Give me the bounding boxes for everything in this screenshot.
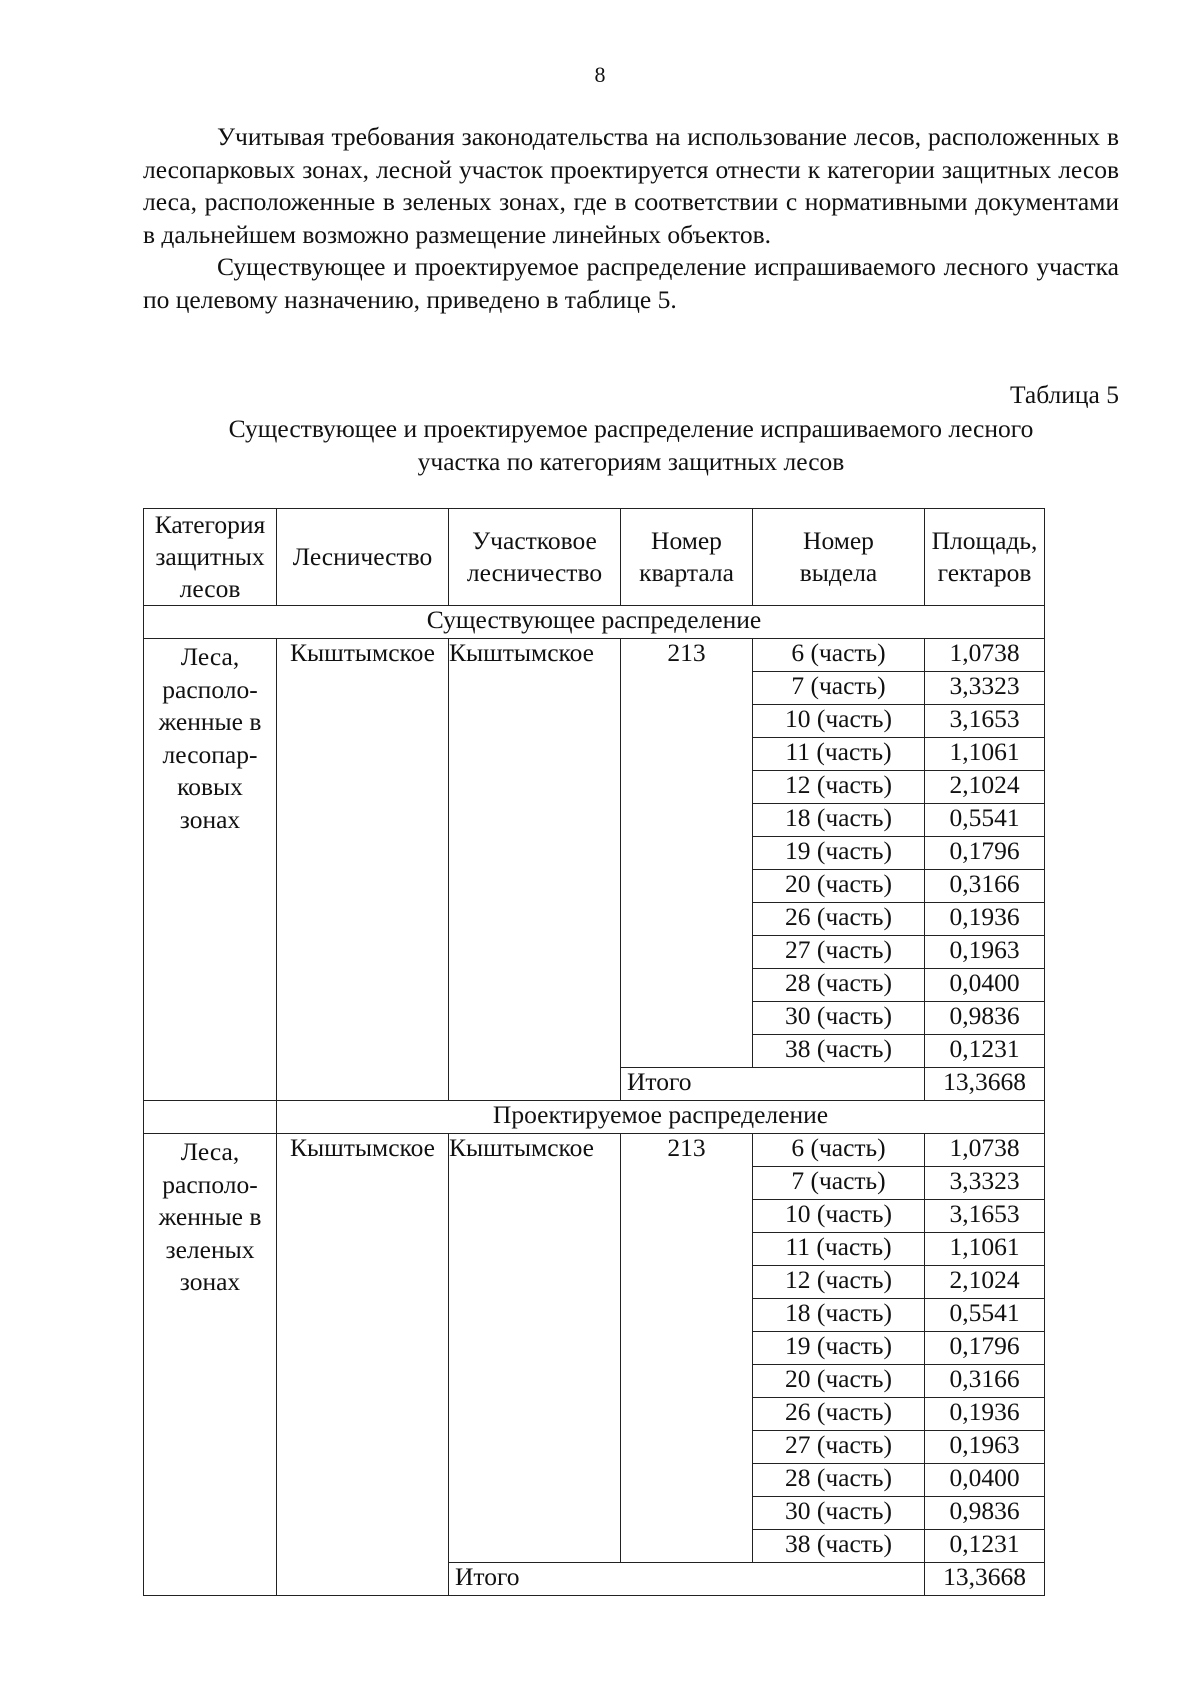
header-cell (621, 509, 753, 606)
category-cell (144, 639, 277, 1101)
header-cell (449, 509, 621, 606)
header-cell-line: Лесничество (292, 542, 433, 571)
plot-cell: 20 (часть) (753, 1365, 925, 1398)
table-caption-line-1: Существующее и проектируемое распределение испрашиваемого лесного (228, 414, 1034, 443)
area-cell: 3,1653 (925, 1200, 1045, 1233)
plot-cell: 30 (часть) (753, 1497, 925, 1530)
area-cell: 1,0738 (925, 1134, 1045, 1167)
plot-cell: 18 (часть) (753, 1299, 925, 1332)
plot-cell: 19 (часть) (753, 1332, 925, 1365)
plot-cell: 12 (часть) (753, 771, 925, 804)
header-cell (144, 509, 277, 606)
category-cell-line: женные в (158, 1202, 262, 1231)
header-cell-line: лесов (179, 574, 241, 603)
category-cell-line: Леса, (180, 642, 240, 671)
header-cell (753, 509, 925, 606)
plot-cell: 6 (часть) (753, 639, 925, 672)
category-cell-line: зонах (179, 804, 241, 834)
plot-cell: 26 (часть) (753, 903, 925, 936)
header-cell-line: квартала (639, 558, 734, 587)
plot-cell: 7 (часть) (753, 1167, 925, 1200)
plot-cell: 27 (часть) (753, 936, 925, 969)
plot-cell: 28 (часть) (753, 969, 925, 1002)
district-forestry-cell: Кыштымское (449, 639, 621, 1101)
area-cell: 2,1024 (925, 771, 1045, 804)
paragraph-1: Учитывая требования законодательства на использование лесов, расположенных в лесопарковых зонах, лесной участок проектируется отнести к категории защитных лесов леса, расположенные в зеленых зонах, где в соответствии с нормативными документами в дальнейшем возможно размещение линейных объектов. (143, 122, 1119, 249)
total-label: Итого (621, 1068, 925, 1101)
header-cell-line: Номер (651, 526, 722, 555)
header-cell-line: выдела (799, 558, 878, 587)
category-cell-line: женные в (158, 707, 262, 736)
quarter-cell: 213 (621, 639, 753, 1068)
header-cell-line: защитных (155, 542, 265, 571)
area-cell: 1,1061 (925, 1233, 1045, 1266)
area-cell: 0,1936 (925, 1398, 1045, 1431)
area-cell: 0,5541 (925, 804, 1045, 837)
plot-cell: 26 (часть) (753, 1398, 925, 1431)
area-cell: 3,1653 (925, 705, 1045, 738)
header-cell-line: гектаров (937, 558, 1032, 587)
plot-cell: 11 (часть) (753, 1233, 925, 1266)
plot-cell: 12 (часть) (753, 1266, 925, 1299)
table-caption (143, 412, 1119, 478)
area-cell: 0,3166 (925, 1365, 1045, 1398)
quarter-cell: 213 (621, 1134, 753, 1563)
area-cell: 0,1963 (925, 936, 1045, 969)
area-cell: 0,3166 (925, 870, 1045, 903)
area-cell: 0,9836 (925, 1002, 1045, 1035)
area-cell: 1,1061 (925, 738, 1045, 771)
header-cell-line: Участковое (472, 526, 597, 555)
section-title-row (144, 606, 1045, 639)
category-cell (144, 1134, 277, 1596)
area-cell: 0,1796 (925, 837, 1045, 870)
plot-cell: 6 (часть) (753, 1134, 925, 1167)
plot-cell: 7 (часть) (753, 672, 925, 705)
plot-cell: 18 (часть) (753, 804, 925, 837)
category-cell-line: лесопар- (162, 739, 258, 769)
category-cell-line: зонах (179, 1267, 241, 1296)
plot-cell: 19 (часть) (753, 837, 925, 870)
total-value: 13,3668 (925, 1068, 1045, 1101)
header-cell-line: Категория (154, 510, 266, 539)
district-forestry-cell: Кыштымское (449, 1134, 621, 1563)
total-value: 13,3668 (925, 1563, 1045, 1596)
header-cell (277, 509, 449, 606)
total-label: Итого (449, 1563, 925, 1596)
plot-cell: 20 (часть) (753, 870, 925, 903)
area-cell: 0,5541 (925, 1299, 1045, 1332)
forest-distribution-table (143, 508, 1045, 1596)
header-cell-line: Площадь, (931, 526, 1038, 555)
category-cell-line: располо- (162, 674, 258, 704)
header-cell (925, 509, 1045, 606)
plot-cell: 38 (часть) (753, 1035, 925, 1068)
section-title-row (144, 1101, 1045, 1134)
page-number: 8 (594, 62, 606, 87)
header-cell-line: лесничество (466, 558, 603, 587)
section-title: Проектируемое распределение (277, 1101, 1045, 1134)
plot-cell: 28 (часть) (753, 1464, 925, 1497)
area-cell: 3,3323 (925, 672, 1045, 705)
plot-cell: 10 (часть) (753, 705, 925, 738)
paragraph-2: Существующее и проектируемое распределение испрашиваемого лесного участка по целевому назначению, приведено в таблице 5. (143, 252, 1119, 314)
table-caption-line-2: участка по категориям защитных лесов (417, 447, 845, 476)
area-cell: 1,0738 (925, 639, 1045, 672)
table-row (144, 1134, 1045, 1167)
area-cell: 0,1231 (925, 1035, 1045, 1068)
area-cell: 0,0400 (925, 1464, 1045, 1497)
category-cell-line: располо- (162, 1169, 258, 1199)
plot-cell: 10 (часть) (753, 1200, 925, 1233)
area-cell: 0,1231 (925, 1530, 1045, 1563)
area-cell: 2,1024 (925, 1266, 1045, 1299)
forestry-cell: Кыштымское (277, 639, 449, 1101)
section-title: Существующее распределение (144, 606, 1045, 639)
plot-cell: 38 (часть) (753, 1530, 925, 1563)
plot-cell: 11 (часть) (753, 738, 925, 771)
table-header-row (144, 509, 1045, 606)
header-cell-line: Номер (803, 526, 874, 555)
area-cell: 0,1796 (925, 1332, 1045, 1365)
table-label: Таблица 5 (1009, 380, 1119, 409)
section-title-blank (144, 1101, 277, 1134)
area-cell: 0,1963 (925, 1431, 1045, 1464)
plot-cell: 30 (часть) (753, 1002, 925, 1035)
body-text (143, 121, 1119, 316)
table-row (144, 639, 1045, 672)
plot-cell: 27 (часть) (753, 1431, 925, 1464)
area-cell: 0,1936 (925, 903, 1045, 936)
category-cell-line: Леса, (180, 1137, 240, 1166)
forestry-cell: Кыштымское (277, 1134, 449, 1596)
area-cell: 3,3323 (925, 1167, 1045, 1200)
category-cell-line: зеленых (165, 1234, 255, 1264)
area-cell: 0,0400 (925, 969, 1045, 1002)
category-cell-line: ковых (177, 772, 243, 801)
area-cell: 0,9836 (925, 1497, 1045, 1530)
